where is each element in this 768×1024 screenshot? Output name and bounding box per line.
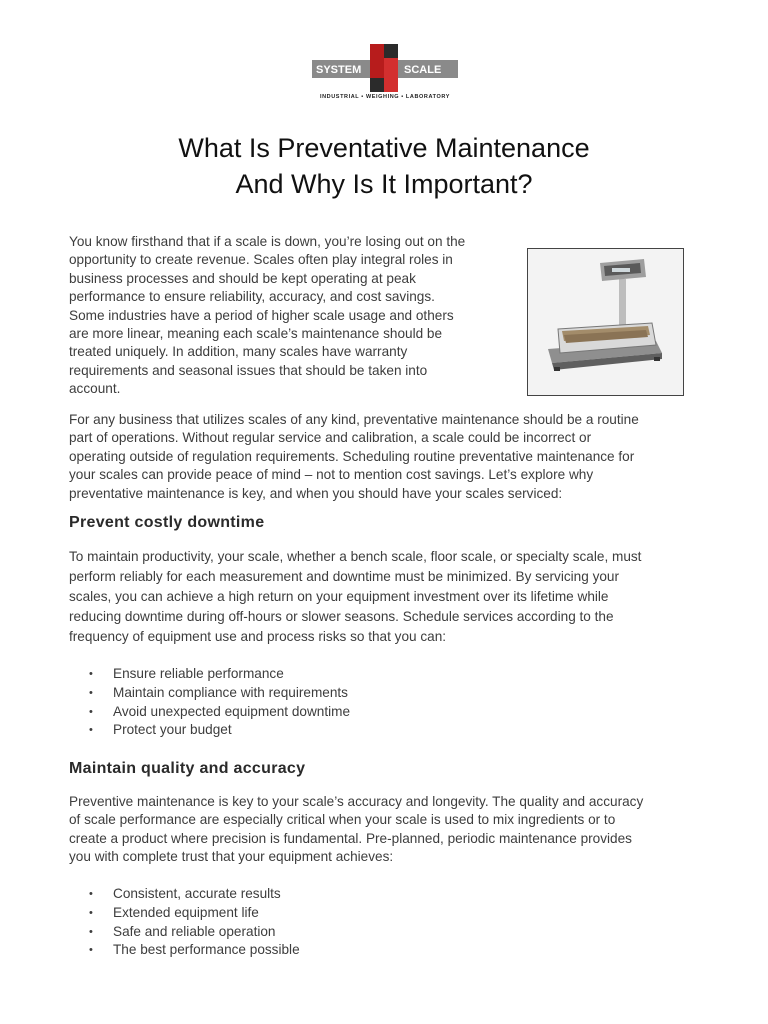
heading-prevent-downtime: Prevent costly downtime [69, 514, 265, 531]
list-item: • Consistent, accurate results [89, 886, 281, 901]
paragraph-downtime: To maintain productivity, your scale, whether a bench scale, floor scale, or specialty scale, must perform reliably for each measurement and downtime must be minimized. By servicing your scales, you can achieve a high return on your equipment investment over its lifetime while reducing downtime during off-hours or slower seasons. Schedule services according to the frequency of equipment use and process risks so that you can: [69, 549, 642, 644]
title-line-1: What Is Preventative Maintenance [178, 133, 590, 163]
intro-paragraph: You know firsthand that if a scale is down, you’re losing out on the opportunity to create revenue. Scales often play integral roles in business processes and should be kept operating at peak performance to ensure reliability, accuracy, and cost savings. Some industries have a period of higher scale usage and others are more linear, meaning each scale’s maintenance should be treated uniquely. In addition, many scales have warranty requirements and seasonal issues that should be taken into account. [69, 234, 466, 397]
heading-quality-accuracy: Maintain quality and accuracy [69, 760, 306, 777]
downtime-bullet-list [69, 665, 350, 740]
paragraph-quality: Preventive maintenance is key to your scale’s accuracy and longevity. The quality and accuracy of scale performance are especially critical when your scale is used to mix ingredients or to create a product where precision is fundamental. Pre-planned, periodic maintenance provides you with complete trust that your equipment achieves: [69, 794, 644, 865]
list-item: • Avoid unexpected equipment downtime [89, 703, 351, 719]
list-item: • Ensure reliable performance [89, 666, 284, 681]
list-item: • Extended equipment life [89, 904, 259, 920]
page-title [0, 130, 768, 202]
title-line-2: And Why Is It Important? [235, 169, 533, 199]
list-item: • Safe and reliable operation [89, 923, 276, 939]
bench-scale-photo [527, 248, 684, 396]
system-scale-logo [312, 44, 458, 104]
paragraph-preventative: For any business that utilizes scales of any kind, preventative maintenance should be a routine part of operations. Without regular service and calibration, a scale could be incorrect or operating outside of regulation requirements. Scheduling routine preventative maintenance for your scales can provide peace of mind – not to mention cost savings. Let’s explore why preventative maintenance is key, and when you should have your scales serviced: [69, 412, 639, 501]
logo-left-word: SYSTEM [316, 64, 362, 76]
logo-tagline: INDUSTRIAL • WEIGHING • LABORATORY [319, 94, 451, 100]
list-item: • Protect your budget [89, 722, 232, 738]
logo-right-word: SCALE [404, 64, 442, 76]
logo-mark [312, 44, 458, 92]
list-item: • Maintain compliance with requirements [89, 684, 348, 700]
list-item: • The best performance possible [89, 942, 300, 958]
quality-bullet-list [69, 885, 300, 960]
